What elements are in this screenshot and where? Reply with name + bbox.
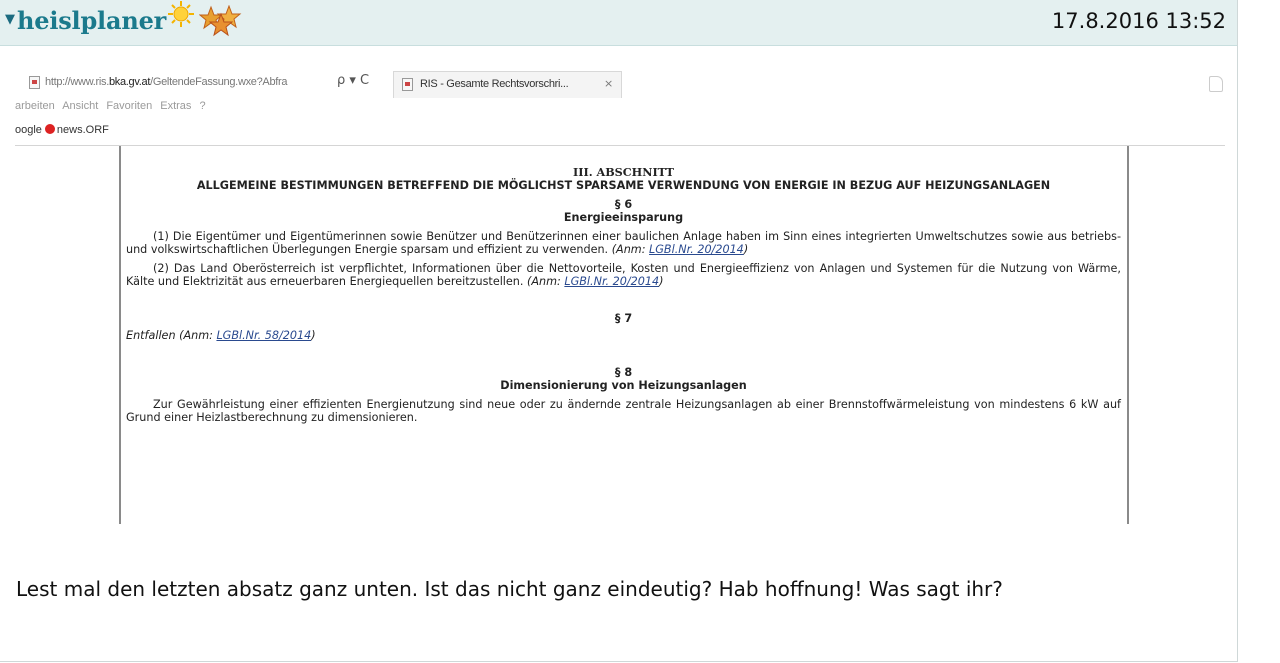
- post-date: 17.8.2016 13:52: [1051, 9, 1226, 33]
- paragraph-8-number: § 8: [614, 366, 633, 379]
- paragraph-7-number: § 7: [614, 312, 633, 325]
- tab-title: RIS - Gesamte Rechtsvorschri...: [420, 78, 569, 90]
- address-bar: [15, 68, 1225, 98]
- law-link[interactable]: LGBl.Nr. 58/2014: [216, 329, 312, 342]
- paragraph-7-text: Entfallen (Anm: LGBl.Nr. 58/2014): [126, 329, 316, 342]
- attached-screenshot[interactable]: [15, 68, 1225, 524]
- menu-bar: arbeiten Ansicht Favoriten Extras ?: [15, 100, 206, 112]
- page-icon: [29, 76, 40, 89]
- document-page: [119, 146, 1129, 524]
- law-link[interactable]: LGBl.Nr. 20/2014: [564, 275, 660, 288]
- section-number: III. ABSCHNITT: [573, 165, 674, 179]
- url-text: http://www.ris.bka.gv.at/GeltendeFassung.wxe?Abfra: [45, 76, 288, 88]
- sun-icon: [167, 0, 195, 28]
- post-header: [0, 0, 1237, 46]
- browser-tab: [393, 71, 622, 98]
- tab-page-icon: [402, 78, 413, 91]
- paragraph-8-title: Dimensionierung von Heizungsanlagen: [500, 379, 747, 392]
- favorites-bar: oogle news.ORF: [15, 124, 109, 136]
- law-link[interactable]: LGBl.Nr. 20/2014: [649, 243, 744, 256]
- section-title: ALLGEMEINE BESTIMMUNGEN BETREFFEND DIE MÖGLICHST SPARSAME VERWENDUNG VON ENERGIE IN BEZUG AUF HEIZUNGSANLAGEN: [196, 179, 1051, 192]
- paragraph-8-text: Zur Gewährleistung einer effizienten Energienutzung sind neue oder zu ändernde zentrale Heizungsanlagen ab einer Brennstoffwärmeleistung von mindestens 6 kW auf Grund einer Heizlastberechnung zu dimensionieren.: [126, 398, 1121, 424]
- paragraph-6-number: § 6: [614, 198, 633, 211]
- paragraph-6-2: (2) Das Land Oberösterreich ist verpflichtet, Informationen über die Nettovorteile, Kosten und Energieeffizienz von Anlagen und Systemen für die Nutzung von Wärme, Kälte und Elektrizität aus erneuerbaren Energiequellen bereitzustellen. (Anm: LGBl.Nr. 20/2014): [126, 262, 1121, 288]
- stars-icon: [199, 5, 245, 37]
- post-message: Lest mal den letzten absatz ganz unten. Ist das nicht ganz eindeutig? Hab hoffnung! Was sagt ihr?: [16, 577, 1003, 601]
- search-refresh-icons: ρ ▾ C: [337, 73, 370, 88]
- triangle-down-icon[interactable]: ▼: [5, 12, 15, 27]
- orf-icon: [45, 124, 55, 134]
- post-author[interactable]: heislplaner: [17, 6, 167, 35]
- paragraph-6-title: Energieeinsparung: [563, 211, 684, 224]
- paragraph-6-1: (1) Die Eigentümer und Eigentümerinnen sowie Benützer und Benützerinnen einer baulichen Anlage haben im Sinn eines integrierten Umweltschutzes sowie aus betriebs- und volkswirtschaftlichen Überlegungen Energie sparsam und effizient zu verwenden. (Anm: LGBl.Nr. 20/2014): [126, 230, 1121, 256]
- document-text: [126, 146, 1121, 424]
- home-icon: [1209, 76, 1223, 92]
- close-icon: ×: [604, 77, 614, 90]
